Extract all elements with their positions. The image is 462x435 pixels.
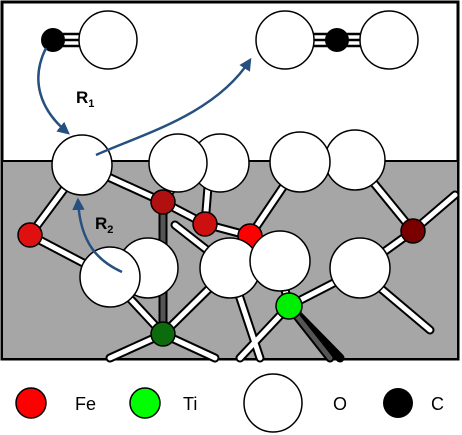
legend-fe-label: Fe: [75, 394, 97, 414]
r2-label: $R_2$: [95, 214, 114, 236]
legend-ti-label: Ti: [183, 394, 198, 414]
legend: [16, 374, 444, 432]
legend-o-swatch: [244, 374, 302, 432]
r1-label: $R_1$: [76, 88, 95, 110]
oxygen-atom: [79, 11, 137, 69]
oxygen-atom: [360, 11, 418, 69]
oxygen-atom: [256, 11, 314, 69]
legend-ti-swatch: [130, 388, 160, 418]
ti-atom-subsurface: [151, 322, 175, 346]
fe-atom: [193, 212, 217, 236]
fe-atom: [18, 223, 42, 247]
fe-atom-subsurface: [151, 190, 175, 214]
legend-fe-swatch: [16, 388, 46, 418]
legend-o-label: O: [333, 394, 348, 414]
carbon-atom: [325, 28, 349, 52]
legend-c-swatch: [383, 388, 413, 418]
fe-atom-subsurface: [401, 219, 425, 243]
legend-c-label: C: [431, 394, 444, 414]
ti-atom: [276, 293, 302, 319]
surface-oxygen-vacancy-site: [52, 135, 112, 195]
